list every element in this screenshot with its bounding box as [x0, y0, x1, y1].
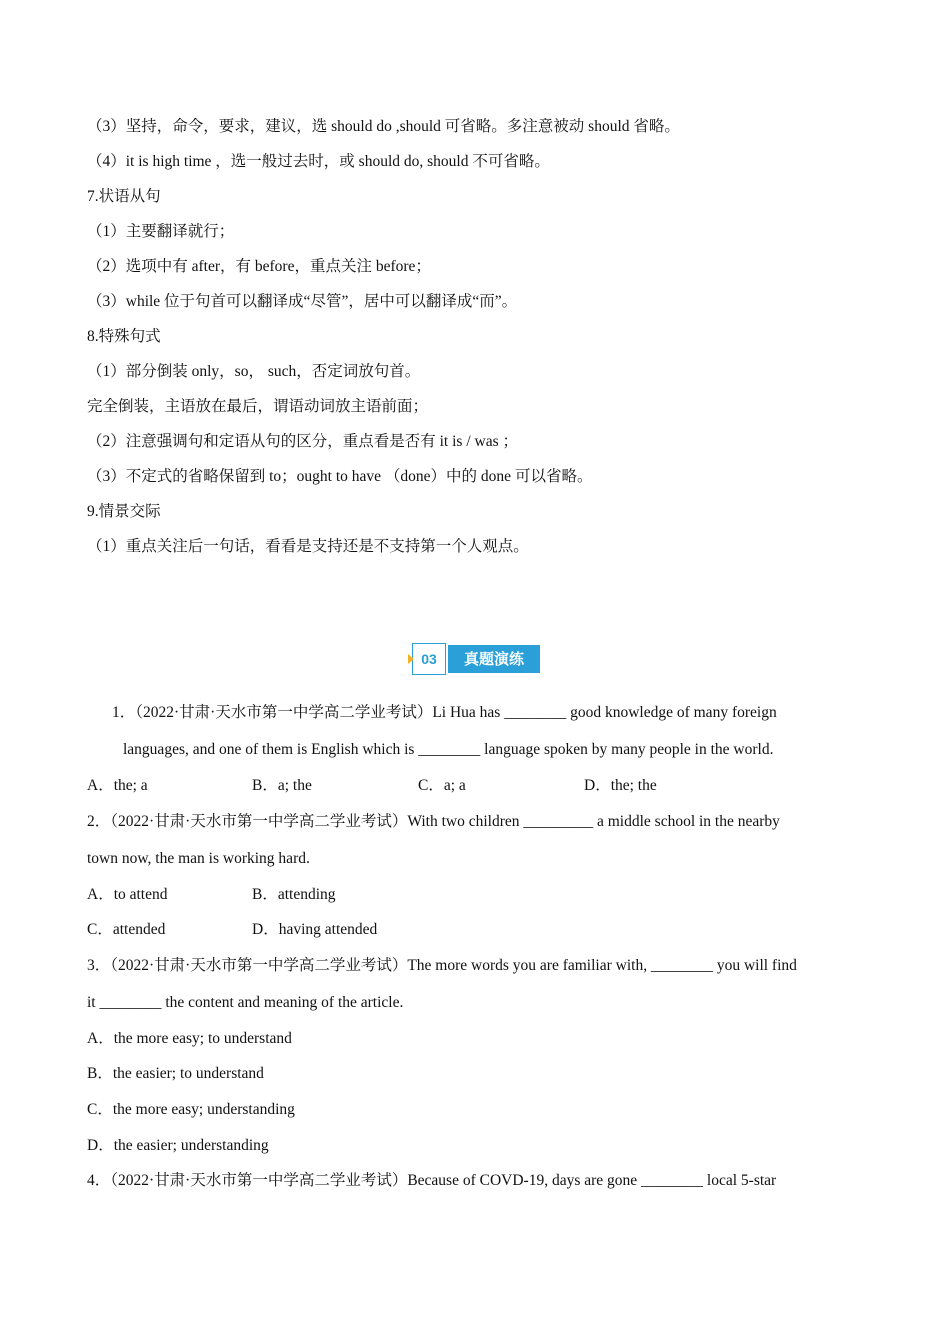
- option-d[interactable]: D．the easier; understanding: [87, 1137, 269, 1154]
- note-heading: 8.特殊句式: [87, 328, 161, 345]
- question-stem: 2．（2022·甘肃·天水市第一中学高二学业考试）With two children _________ a middle school in the nearby: [87, 813, 780, 830]
- option-a[interactable]: A．to attend: [87, 886, 168, 903]
- note-heading: 7.状语从句: [87, 188, 161, 205]
- note-heading: 9.情景交际: [87, 503, 161, 520]
- question-stem: town now, the man is working hard.: [87, 850, 310, 867]
- note-line: （3）while 位于句首可以翻译成“尽管”，居中可以翻译成“而”。: [87, 293, 518, 310]
- option-d[interactable]: D．the; the: [584, 777, 657, 794]
- section-badge: [412, 643, 540, 675]
- option-a[interactable]: A．the more easy; to understand: [87, 1030, 292, 1047]
- section-title: 真题演练: [448, 645, 540, 673]
- option-c[interactable]: C．attended: [87, 921, 166, 938]
- note-line: （1）部分倒装 only，so， such，否定词放句首。: [87, 363, 421, 380]
- section-number: 03: [412, 643, 446, 675]
- question-stem: languages, and one of them is English which is ________ language spoken by many people in the world.: [123, 741, 774, 758]
- question-stem: 4．（2022·甘肃·天水市第一中学高二学业考试）Because of COVD-19, days are gone ________ local 5-star: [87, 1172, 777, 1189]
- option-b[interactable]: B．attending: [252, 886, 336, 903]
- option-b[interactable]: B．a; the: [252, 777, 312, 794]
- question-stem: 3．（2022·甘肃·天水市第一中学高二学业考试）The more words you are familiar with, ________ you will find: [87, 957, 797, 974]
- note-line: （1）重点关注后一句话，看看是支持还是不支持第一个人观点。: [87, 538, 529, 555]
- note-line: （3）坚持，命令，要求，建议，选 should do ,should 可省略。多注意被动 should 省略。: [87, 118, 680, 135]
- question-stem: 1．（2022·甘肃·天水市第一中学高二学业考试）Li Hua has ________ good knowledge of many foreign: [112, 704, 777, 721]
- option-d[interactable]: D．having attended: [252, 921, 378, 938]
- note-line: （2）选项中有 after，有 before，重点关注 before；: [87, 258, 431, 275]
- note-line: （4）it is high time ，选一般过去时，或 should do, should 不可省略。: [87, 153, 550, 170]
- note-line: （3）不定式的省略保留到 to；ought to have （done）中的 done 可以省略。: [87, 468, 593, 485]
- option-c[interactable]: C．a; a: [418, 777, 466, 794]
- note-line: 完全倒装，主语放在最后，谓语动词放主语前面；: [87, 398, 429, 415]
- note-line: （2）注意强调句和定语从句的区分，重点看是否有 it is / was ；: [87, 433, 518, 450]
- option-b[interactable]: B．the easier; to understand: [87, 1065, 264, 1082]
- arrow-icon: [408, 654, 414, 664]
- option-c[interactable]: C．the more easy; understanding: [87, 1101, 295, 1118]
- question-stem: it ________ the content and meaning of the article.: [87, 994, 404, 1011]
- option-a[interactable]: A．the; a: [87, 777, 148, 794]
- note-line: （1）主要翻译就行；: [87, 223, 235, 240]
